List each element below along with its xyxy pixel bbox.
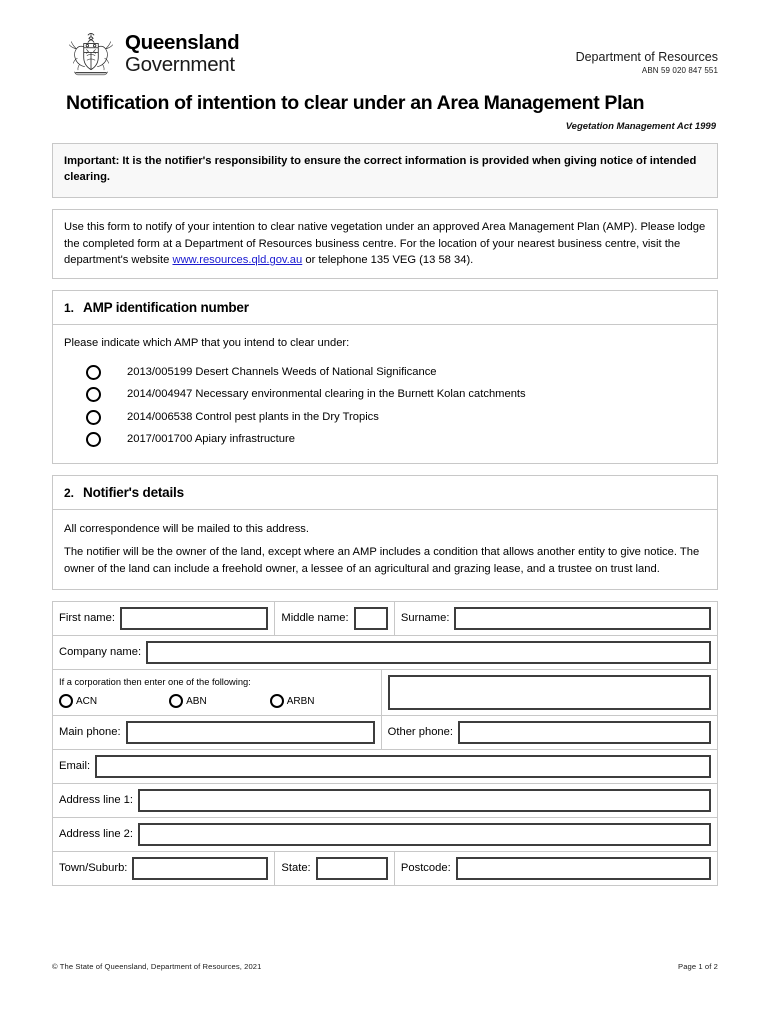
postcode-cell [395, 852, 717, 885]
section-2-number: 2. [64, 485, 75, 500]
section-1-body [53, 325, 717, 463]
amp-option-3[interactable] [86, 406, 706, 429]
notifier-definition-note: The notifier will be the owner of the land, except where an AMP includes a condition that allows another entity to give notice. The owner of the land can include a freehold owner, a lessee of an agricultural and grazing lease, and a trustee on trust land. [64, 546, 700, 575]
surname-cell [395, 602, 717, 636]
address-line-1-cell [53, 784, 717, 818]
radio-button-icon[interactable] [59, 694, 73, 708]
middle-name-cell [275, 602, 395, 636]
middle-name-label: Middle name: [281, 612, 349, 625]
section-2-header [53, 476, 717, 510]
instructions-part-1: Use this form to notify of your intention to clear native vegetation under an approved Area Management Plan (AMP). Please lodge the completed form at a Department of Resources business centre. For the location of your nearest business centre, visit the department's website [64, 221, 706, 266]
important-notice-box [52, 143, 718, 198]
section-amp-identification [52, 290, 718, 464]
amp-instruction-text: Please indicate which AMP that you intend to clear under: [64, 337, 350, 350]
notifier-details-form [52, 601, 718, 886]
page-number: Page 1 of 2 [678, 962, 718, 971]
instructions-box [52, 209, 718, 279]
first-name-cell [53, 602, 275, 636]
department-name: Department of Resources [575, 50, 718, 64]
address-line-2-cell [53, 818, 717, 852]
first-name-input[interactable] [120, 607, 268, 630]
section-1-title: AMP identification number [83, 300, 249, 316]
page-title: Notification of intention to clear under an Area Management Plan [66, 92, 645, 114]
logo-government: Government [125, 53, 235, 77]
company-name-cell [53, 636, 717, 670]
surname-input[interactable] [454, 607, 711, 630]
table-row-locality [53, 852, 717, 885]
table-row-email [53, 750, 717, 784]
state-cell [275, 852, 395, 885]
corporation-number-cell [382, 670, 717, 716]
company-name-label: Company name: [59, 646, 142, 659]
radio-button-icon[interactable] [86, 432, 101, 447]
town-suburb-input[interactable] [132, 857, 268, 880]
amp-option-2[interactable] [86, 383, 706, 406]
section-2-body [53, 510, 717, 589]
radio-button-icon[interactable] [169, 694, 183, 708]
postcode-input[interactable] [456, 857, 711, 880]
section-1-header [53, 291, 717, 325]
other-phone-label: Other phone: [387, 726, 453, 739]
town-suburb-cell [53, 852, 275, 885]
act-reference: Vegetation Management Act 1999 [565, 121, 716, 133]
section-1-number: 1. [64, 301, 75, 316]
logo-queensland: Queensland [125, 31, 240, 54]
main-phone-input[interactable] [126, 721, 375, 744]
company-name-input[interactable] [146, 641, 711, 664]
queensland-coat-of-arms-icon [65, 28, 117, 80]
table-row-company [53, 636, 717, 670]
queensland-government-logo [65, 28, 239, 80]
instructions-part-2: or telephone 135 VEG (13 58 34). [302, 253, 474, 266]
corp-option-arbn[interactable] [270, 694, 315, 708]
surname-label: Surname: [400, 612, 450, 625]
town-suburb-label: Town/Suburb: [59, 862, 128, 875]
email-label: Email: [59, 760, 91, 773]
corporation-prompt: If a corporation then enter one of the following: [59, 676, 251, 687]
amp-option-4-label: 2017/001700 Apiary infrastructure [127, 433, 295, 446]
middle-name-input[interactable] [354, 607, 388, 630]
corporation-options [59, 694, 375, 708]
table-row-corporation [53, 670, 717, 716]
state-input[interactable] [316, 857, 388, 880]
amp-option-1[interactable] [86, 361, 706, 384]
section-notifier-details [52, 475, 718, 590]
state-label: State: [281, 862, 311, 875]
corporation-type-cell [53, 670, 382, 716]
corp-option-acn[interactable] [59, 694, 97, 708]
other-phone-cell [382, 716, 717, 750]
amp-option-2-label: 2014/004947 Necessary environmental clearing in the Burnett Kolan catchments [127, 388, 526, 401]
table-row-address2 [53, 818, 717, 852]
important-notice-text: Important: It is the notifier's responsibility to ensure the correct information is provided when giving notice of intended clearing. [64, 155, 697, 184]
radio-button-icon[interactable] [86, 410, 101, 425]
corporation-number-input[interactable] [388, 675, 711, 710]
email-input[interactable] [95, 755, 711, 778]
logo-wordmark [125, 28, 239, 76]
department-website-link[interactable]: www.resources.qld.gov.au [172, 253, 303, 266]
section-2-title: Notifier's details [83, 484, 184, 500]
corp-option-acn-label: ACN [76, 695, 98, 707]
postcode-label: Postcode: [400, 862, 451, 875]
address-line-2-label: Address line 2: [59, 828, 134, 841]
other-phone-input[interactable] [458, 721, 711, 744]
corp-option-abn-label: ABN [186, 695, 207, 707]
corp-option-abn[interactable] [169, 694, 207, 708]
amp-option-4[interactable] [86, 428, 706, 451]
amp-option-3-label: 2014/006538 Control pest plants in the Dry Tropics [127, 410, 379, 423]
address-line-2-input[interactable] [138, 823, 711, 846]
amp-option-1-label: 2013/005199 Desert Channels Weeds of National Significance [127, 365, 437, 378]
table-row-phones [53, 716, 717, 750]
instructions-text [64, 219, 706, 268]
table-row-address1 [53, 784, 717, 818]
first-name-label: First name: [59, 612, 115, 625]
radio-button-icon[interactable] [86, 365, 101, 380]
department-block [576, 50, 718, 75]
address-line-1-label: Address line 1: [59, 794, 134, 807]
table-row-names [53, 602, 717, 636]
copyright-text: © The State of Queensland, Department of Resources, 2021 [52, 962, 262, 971]
amp-options-list [64, 361, 706, 451]
masthead [52, 24, 718, 86]
email-cell [53, 750, 717, 784]
address-line-1-input[interactable] [138, 789, 711, 812]
main-phone-label: Main phone: [59, 726, 121, 739]
department-abn: ABN 59 020 847 551 [641, 66, 718, 75]
radio-button-icon[interactable] [270, 694, 284, 708]
correspondence-note: All correspondence will be mailed to this address. [64, 522, 310, 535]
corp-option-arbn-label: ARBN [286, 695, 315, 707]
main-phone-cell [53, 716, 382, 750]
page-footer [52, 962, 718, 971]
radio-button-icon[interactable] [86, 387, 101, 402]
